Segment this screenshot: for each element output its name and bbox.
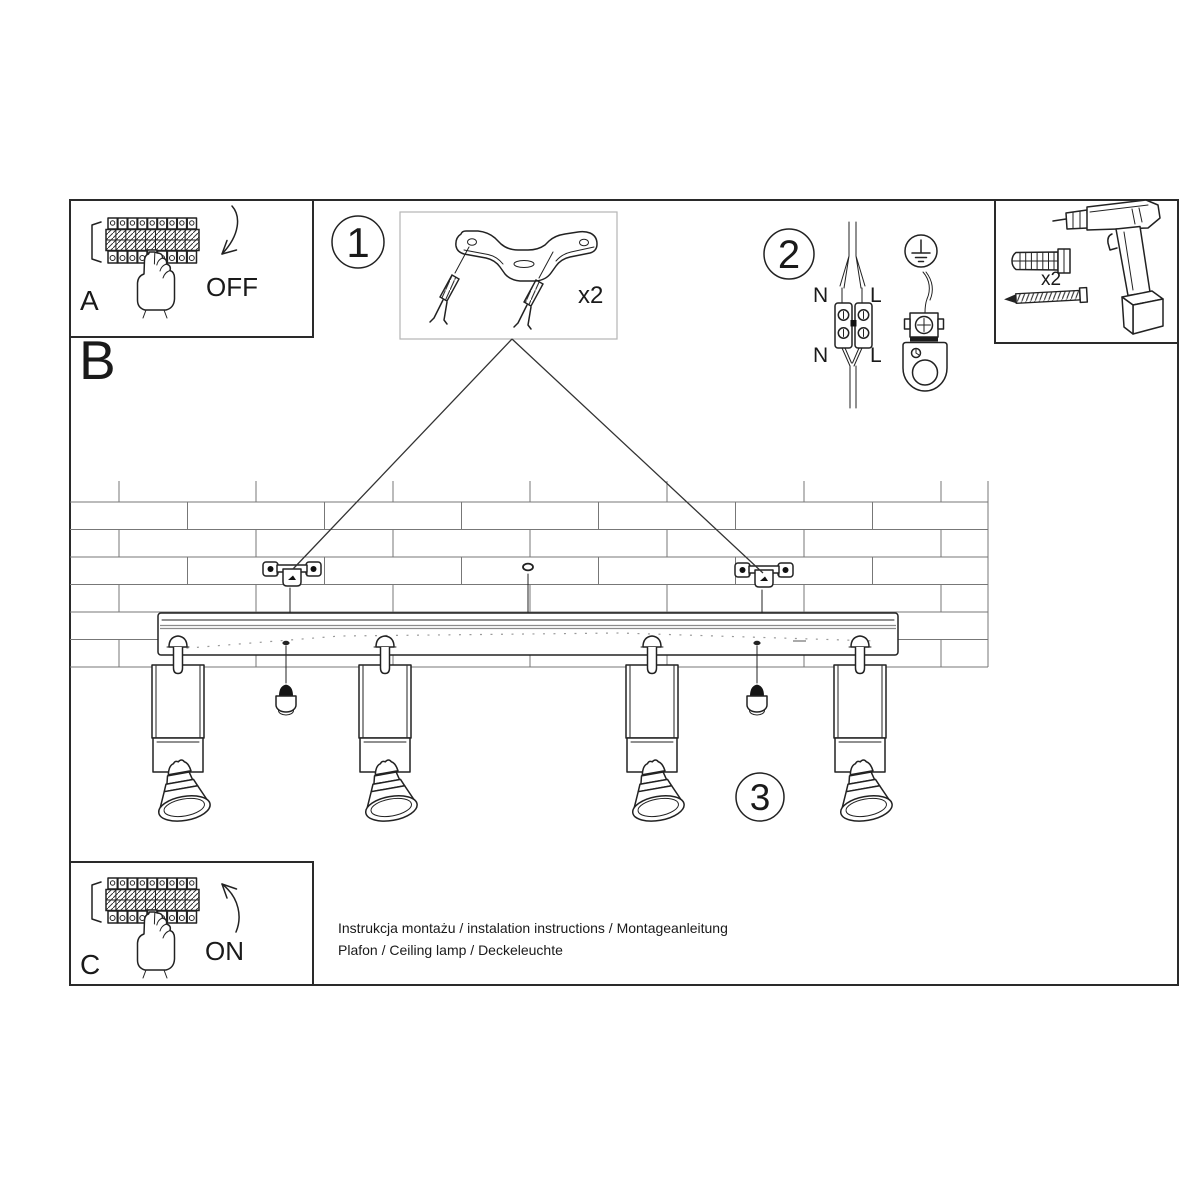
svg-text:3: 3 <box>749 777 771 818</box>
step1-pointer-lines <box>293 339 763 573</box>
wire-top-n-label: N <box>813 284 829 307</box>
footer-line1: Instrukcja montażu / instalation instructions / Montageanleitung <box>338 920 728 936</box>
spotlight-unit-2 <box>357 636 419 825</box>
on-label: ON <box>205 936 244 966</box>
spotlight-unit-1 <box>150 636 212 825</box>
ground-terminal-icon <box>903 272 947 391</box>
spotlight-unit-3 <box>624 636 686 825</box>
earth-ground-icon <box>905 235 937 267</box>
arrow-off-icon <box>222 206 238 254</box>
wire-bottom-n-label: N <box>813 344 829 367</box>
step2-badge <box>764 229 814 279</box>
off-label: OFF <box>206 272 258 302</box>
step3-badge <box>736 773 784 821</box>
wire-bottom-l-label: L <box>870 344 882 367</box>
fixing-screw-left-icon <box>276 685 296 715</box>
section-a-label: A <box>80 285 99 316</box>
svg-text:1: 1 <box>346 219 370 266</box>
spotlight-unit-4 <box>832 636 894 825</box>
section-b-label: B <box>79 329 116 391</box>
section-c-label: C <box>80 949 101 980</box>
ceiling-rail <box>158 613 898 655</box>
wall-center-hole <box>523 564 533 571</box>
wall-bracket-right-icon <box>735 563 793 587</box>
toolbox-qty-label: x2 <box>1041 269 1062 290</box>
wall-bracket-left-icon <box>263 562 321 586</box>
step1-qty-label: x2 <box>578 282 604 309</box>
mounting-bracket-icon <box>456 231 597 281</box>
step1-badge <box>332 216 384 268</box>
fixing-screw-right-icon <box>747 685 767 715</box>
svg-text:2: 2 <box>777 233 801 277</box>
section-b-frame <box>70 200 1178 985</box>
arrow-on-icon <box>222 884 239 932</box>
terminal-block-icon <box>835 222 872 408</box>
footer-line2: Plafon / Ceiling lamp / Deckeleuchte <box>338 942 563 958</box>
wire-top-l-label: L <box>870 284 882 307</box>
screw-icon <box>1004 288 1088 307</box>
